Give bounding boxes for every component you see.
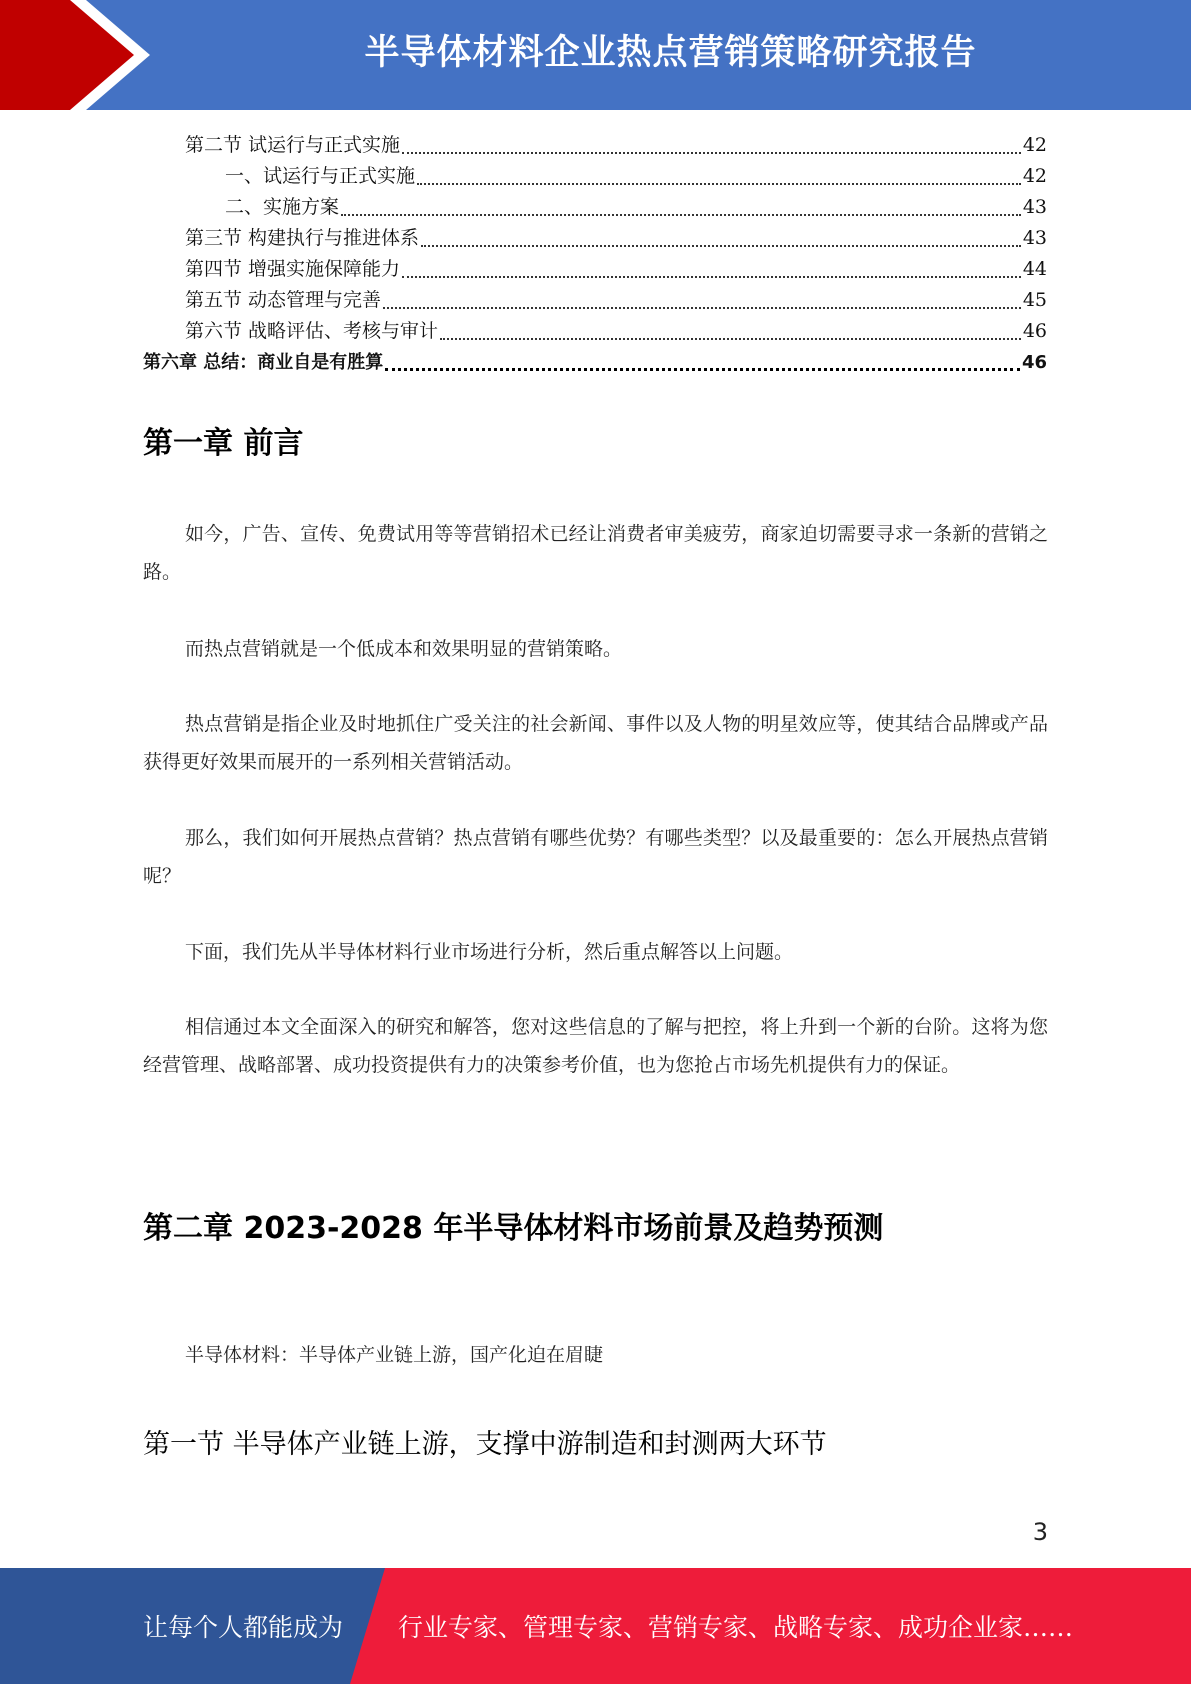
toc-entry-page: 42 — [1022, 134, 1047, 156]
toc-entry-page: 43 — [1022, 227, 1047, 249]
toc-entry[interactable] — [143, 192, 1047, 223]
table-of-contents — [143, 130, 1047, 378]
toc-entry-label: 第四节 增强实施保障能力 — [185, 258, 401, 280]
paragraph: 相信通过本文全面深入的研究和解答，您对这些信息的了解与把控，将上升到一个新的台阶。这将为您经营管理、战略部署、成功投资提供有力的决策参考价值，也为您抢占市场先机提供有力的保证。 — [143, 1016, 1048, 1076]
paragraph: 半导体材料：半导体产业链上游，国产化迫在眉睫 — [185, 1344, 604, 1366]
footer-banner — [0, 1568, 1191, 1684]
chapter-heading: 第一章 前言 — [143, 426, 304, 461]
toc-entry-label: 第三节 构建执行与推进体系 — [185, 227, 420, 249]
toc-leader — [341, 192, 1021, 223]
report-title: 半导体材料企业热点营销策略研究报告 — [364, 33, 977, 73]
toc-entry-label: 一、试运行与正式实施 — [225, 165, 416, 187]
page-number: 3 — [1032, 1518, 1048, 1546]
toc-entry-label: 第六章 总结：商业自是有胜算 — [143, 352, 384, 373]
paragraph: 下面，我们先从半导体材料行业市场进行分析，然后重点解答以上问题。 — [185, 941, 794, 963]
toc-entry-page: 46 — [1022, 320, 1047, 342]
header-arrow-graphic — [0, 0, 150, 110]
toc-leader — [402, 254, 1021, 285]
toc-entry[interactable] — [143, 161, 1047, 192]
toc-entry[interactable] — [143, 223, 1047, 254]
toc-entry[interactable] — [143, 130, 1047, 161]
toc-leader — [440, 316, 1021, 347]
toc-entry-page: 43 — [1022, 196, 1047, 218]
toc-leader — [421, 223, 1021, 254]
toc-entry-label: 第五节 动态管理与完善 — [185, 289, 382, 311]
toc-entry-label: 第六节 战略评估、考核与审计 — [185, 320, 439, 342]
toc-entry-label: 第二节 试运行与正式实施 — [185, 134, 401, 156]
chapter-heading: 第二章 2023-2028 年半导体材料市场前景及趋势预测 — [143, 1211, 884, 1246]
toc-leader — [385, 347, 1020, 378]
footer-slogan-right: 行业专家、管理专家、营销专家、战略专家、成功企业家…… — [398, 1613, 1074, 1642]
toc-leader — [383, 285, 1021, 316]
footer-slogan-left: 让每个人都能成为 — [143, 1613, 344, 1642]
toc-leader — [402, 130, 1021, 161]
toc-entry[interactable] — [143, 285, 1047, 316]
toc-entry-chapter[interactable] — [143, 347, 1047, 378]
section-heading: 第一节 半导体产业链上游，支撑中游制造和封测两大环节 — [143, 1429, 827, 1460]
toc-entry-label: 二、实施方案 — [225, 196, 340, 218]
paragraph: 如今，广告、宣传、免费试用等等营销招术已经让消费者审美疲劳，商家迫切需要寻求一条新的营销之路。 — [143, 523, 1048, 583]
toc-entry-page: 45 — [1022, 289, 1047, 311]
toc-entry-page: 44 — [1022, 258, 1047, 280]
toc-entry[interactable] — [143, 254, 1047, 285]
paragraph: 热点营销是指企业及时地抓住广受关注的社会新闻、事件以及人物的明星效应等，使其结合品牌或产品获得更好效果而展开的一系列相关营销活动。 — [143, 713, 1048, 773]
header-banner — [0, 0, 1191, 110]
paragraph: 而热点营销就是一个低成本和效果明显的营销策略。 — [185, 638, 623, 660]
toc-entry[interactable] — [143, 316, 1047, 347]
toc-entry-page: 42 — [1022, 165, 1047, 187]
toc-entry-page: 46 — [1021, 352, 1047, 373]
paragraph: 那么，我们如何开展热点营销？热点营销有哪些优势？有哪些类型？以及最重要的：怎么开展热点营销呢？ — [143, 827, 1048, 887]
toc-leader — [417, 161, 1021, 192]
